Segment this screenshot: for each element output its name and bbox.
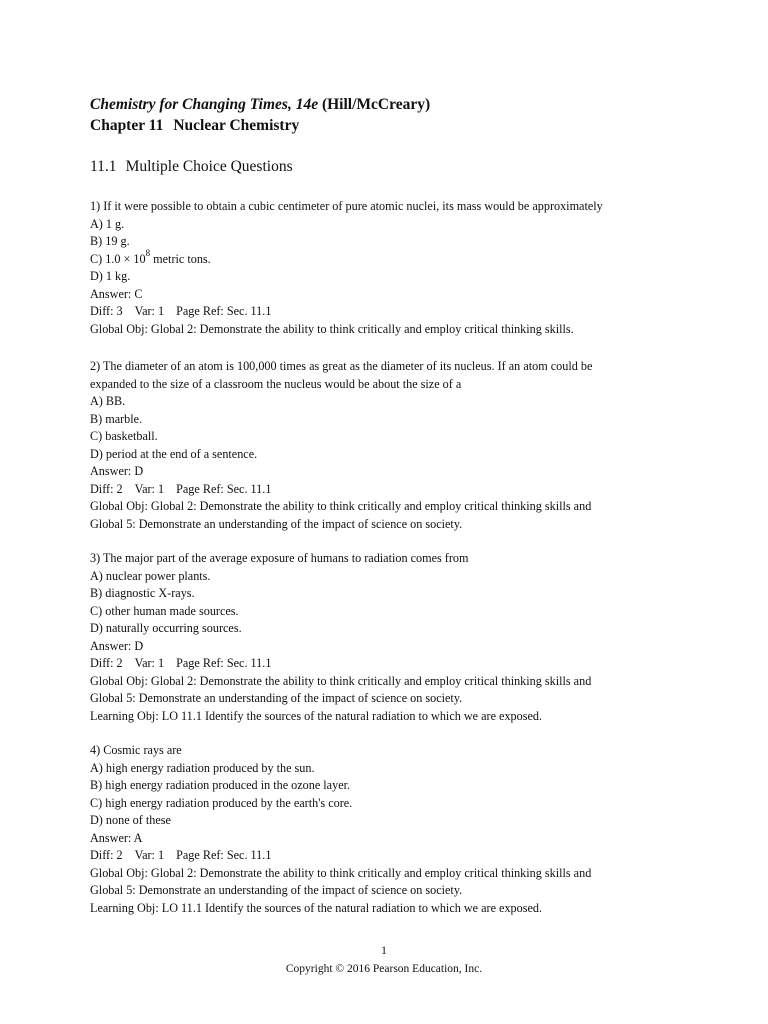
page-number: 1 [381, 945, 387, 957]
chapter-number: Chapter 11 [90, 117, 164, 134]
answer: Answer: D [90, 638, 144, 653]
global-objective: Global Obj: Global 2: Demonstrate the ability to think critically and employ critical thinking skills. [90, 321, 574, 336]
variant: Var: 1 [134, 656, 165, 670]
global-objective-continued: Global 5: Demonstrate an understanding of the impact of science on society. [90, 883, 463, 897]
question-meta [90, 655, 690, 673]
option-b: B) marble. [90, 411, 143, 426]
question-4 [90, 742, 690, 917]
question-stem: 1) If it were possible to obtain a cubic centimeter of pure atomic nuclei, its mass would be approximately [90, 199, 603, 213]
page-ref: Page Ref: Sec. 11.1 [176, 656, 272, 670]
option-b: B) high energy radiation produced in the ozone layer. [90, 778, 351, 792]
global-objective-continued: Global 5: Demonstrate an understanding of the impact of science on society. [90, 516, 463, 531]
option-d: D) 1 kg. [90, 269, 131, 283]
global-objective: Global Obj: Global 2: Demonstrate the ability to think critically and employ critical thinking skills and [90, 673, 592, 688]
option-a: A) BB. [90, 394, 126, 408]
question-stem: 2) The diameter of an atom is 100,000 times as great as the diameter of its nucleus. If an atom could be [90, 359, 593, 373]
learning-objective: Learning Obj: LO 11.1 Identify the sources of the natural radiation to which we are exposed. [90, 708, 543, 723]
option-c: C) basketball. [90, 429, 158, 443]
book-title [90, 95, 430, 115]
option-b: B) 19 g. [90, 234, 130, 248]
option-a: A) 1 g. [90, 216, 125, 231]
variant: Var: 1 [134, 848, 165, 862]
option-c: C) high energy radiation produced by the earth's core. [90, 795, 353, 810]
chapter-name: Nuclear Chemistry [173, 117, 300, 134]
global-objective-continued: Global 5: Demonstrate an understanding of the impact of science on society. [90, 691, 463, 705]
section-title [90, 157, 293, 177]
option-d: D) none of these [90, 813, 171, 827]
global-objective: Global Obj: Global 2: Demonstrate the ability to think critically and employ critical thinking skills and [90, 865, 592, 880]
section-name: Multiple Choice Questions [125, 158, 293, 175]
question-stem: 3) The major part of the average exposure of humans to radiation comes from [90, 551, 469, 565]
question-meta [90, 847, 690, 865]
page-ref: Page Ref: Sec. 11.1 [176, 481, 272, 496]
option-c-exponent: 8 [145, 248, 151, 259]
option-c [90, 248, 690, 269]
option-c-prefix: C) 1.0 × 10 [90, 251, 146, 266]
global-objective: Global Obj: Global 2: Demonstrate the ability to think critically and employ critical thinking skills and [90, 499, 592, 513]
book-title-text: Chemistry for Changing Times, 14e [90, 96, 319, 113]
option-a: A) high energy radiation produced by the sun. [90, 760, 315, 775]
answer: Answer: D [90, 464, 144, 478]
chapter-title [90, 116, 299, 136]
difficulty: Diff: 2 [90, 481, 123, 496]
question-stem-continued: expanded to the size of a classroom the nucleus would be about the size of a [90, 376, 462, 391]
book-authors: (Hill/McCreary) [318, 96, 431, 113]
option-d: D) period at the end of a sentence. [90, 446, 258, 461]
difficulty: Diff: 3 [90, 304, 123, 318]
page-ref: Page Ref: Sec. 11.1 [176, 304, 272, 318]
section-number: 11.1 [90, 158, 117, 175]
option-a: A) nuclear power plants. [90, 568, 211, 583]
question-meta [90, 481, 690, 499]
option-b: B) diagnostic X-rays. [90, 586, 195, 600]
option-c-suffix: metric tons. [150, 251, 211, 266]
page-ref: Page Ref: Sec. 11.1 [176, 848, 272, 862]
answer: Answer: C [90, 286, 143, 301]
learning-objective: Learning Obj: LO 11.1 Identify the sources of the natural radiation to which we are exposed. [90, 900, 543, 915]
answer: Answer: A [90, 830, 143, 845]
option-d: D) naturally occurring sources. [90, 621, 242, 635]
difficulty: Diff: 2 [90, 656, 123, 670]
question-1 [90, 198, 690, 338]
question-2 [90, 358, 690, 533]
difficulty: Diff: 2 [90, 848, 123, 862]
option-c: C) other human made sources. [90, 603, 239, 618]
question-meta [90, 303, 690, 321]
variant: Var: 1 [134, 304, 165, 318]
question-3 [90, 550, 690, 725]
variant: Var: 1 [134, 481, 165, 496]
copyright-notice: Copyright © 2016 Pearson Education, Inc. [285, 963, 483, 975]
question-stem: 4) Cosmic rays are [90, 743, 182, 757]
